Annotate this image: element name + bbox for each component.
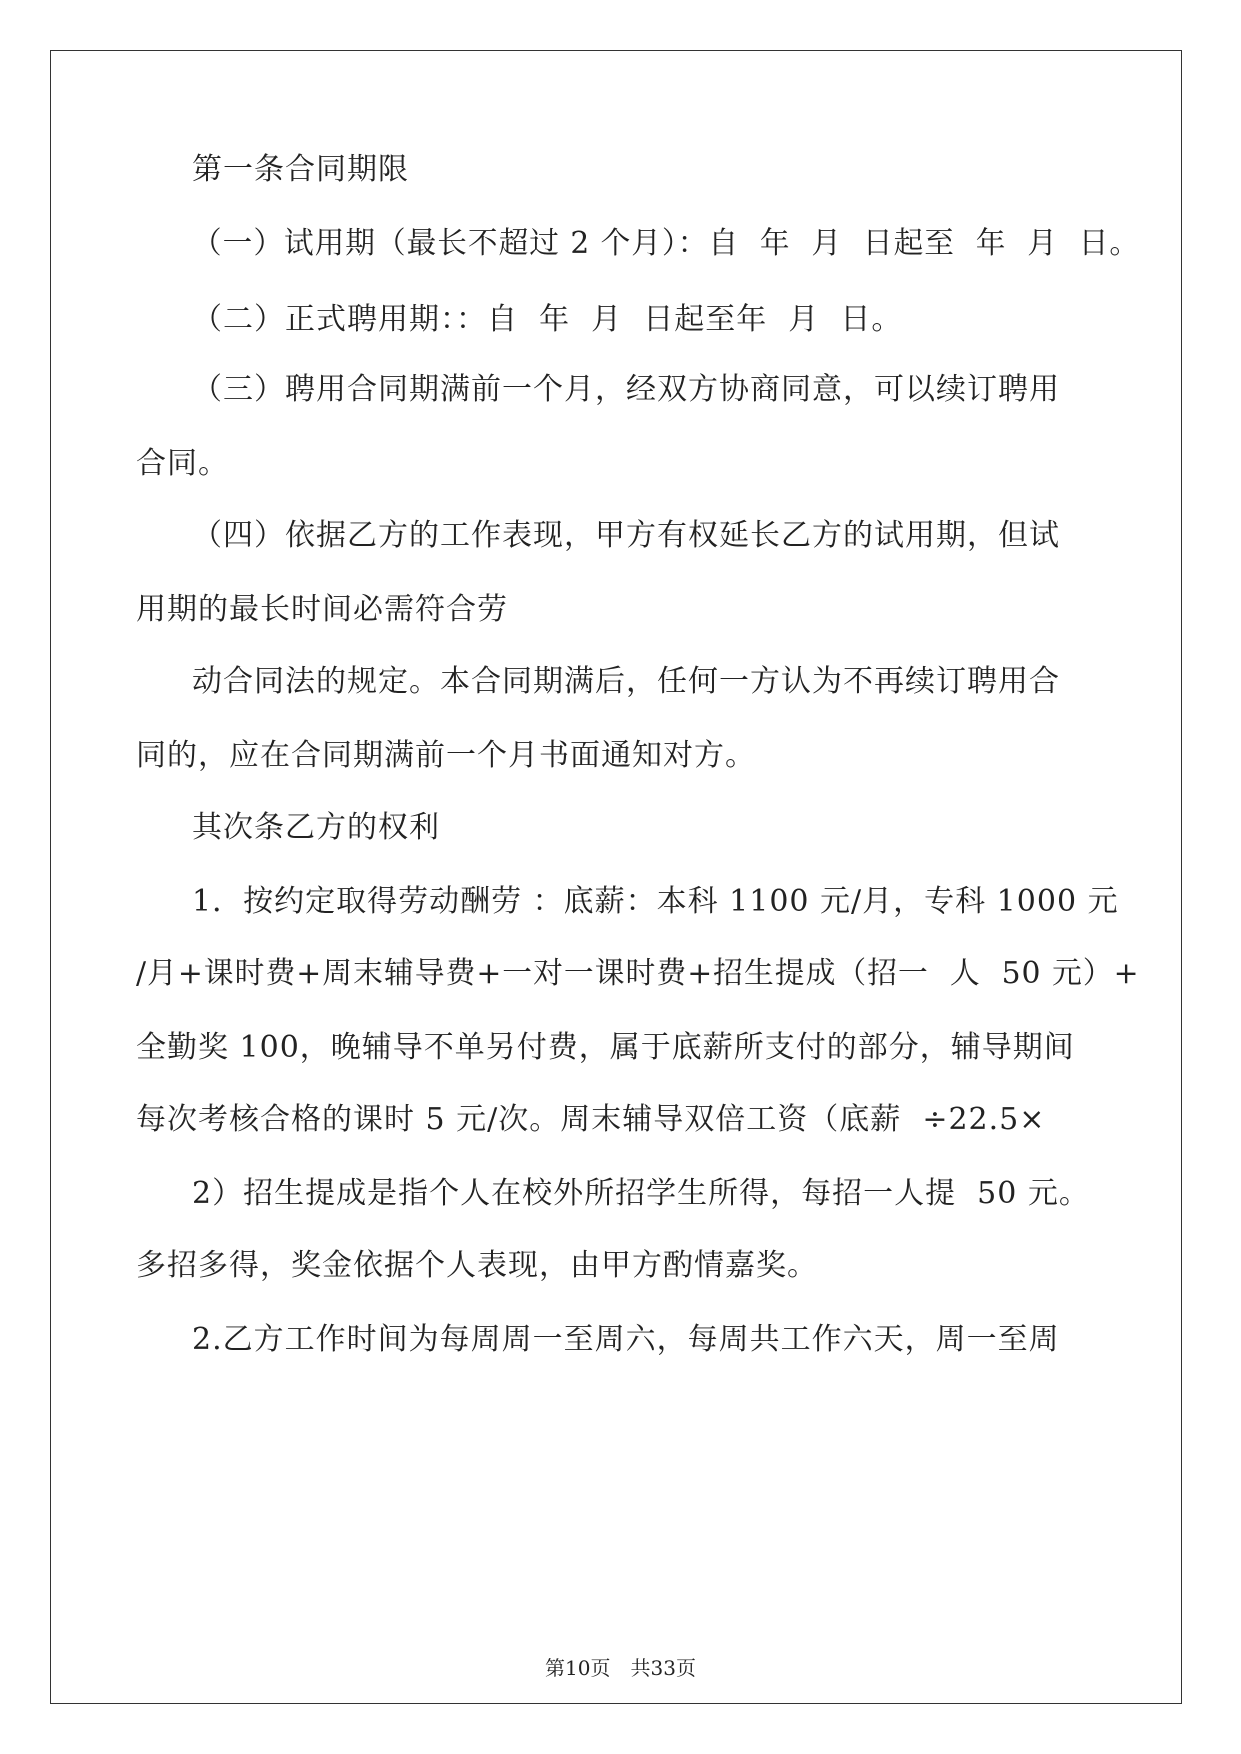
- page-border: [50, 50, 1182, 1704]
- paragraph-line: （三）聘用合同期满前一个月，经双方协商同意，可以续订聘用: [192, 372, 1060, 407]
- section-heading-contract-term: 第一条合同期限: [192, 152, 409, 187]
- paragraph-line: 用期的最长时间必需符合劳: [136, 592, 508, 627]
- section-heading-party-b-rights: 其次条乙方的权利: [192, 810, 440, 845]
- paragraph-line: 每次考核合格的课时 5 元/次。周末辅导双倍工资（底薪 ÷22.5×: [136, 1102, 1046, 1137]
- paragraph-line: 1．按约定取得劳动酬劳 ：底薪：本科 1100 元/月，专科 1000 元: [192, 884, 1119, 919]
- paragraph-line: 合同。: [136, 446, 229, 481]
- paragraph-line: （二）正式聘用期：：自 年 月 日起至年 月 日。: [192, 302, 903, 337]
- paragraph-line: 同的，应在合同期满前一个月书面通知对方。: [136, 738, 756, 773]
- paragraph-line: 多招多得，奖金依据个人表现，由甲方酌情嘉奖。: [136, 1248, 818, 1283]
- page-number-footer: 第10页 共33页: [545, 1656, 696, 1680]
- paragraph-line: （一）试用期（最长不超过 2 个月）：自 年 月 日起至 年 月 日。: [192, 226, 1141, 261]
- paragraph-line: 2）招生提成是指个人在校外所招学生所得，每招一人提 50 元。: [192, 1176, 1090, 1211]
- paragraph-line: 全勤奖 100，晚辅导不单另付费，属于底薪所支付的部分，辅导期间: [136, 1030, 1075, 1065]
- paragraph-line: 2.乙方工作时间为每周周一至周六，每周共工作六天，周一至周: [192, 1322, 1060, 1357]
- paragraph-line: （四）依据乙方的工作表现，甲方有权延长乙方的试用期，但试: [192, 518, 1060, 553]
- paragraph-line: 动合同法的规定。本合同期满后，任何一方认为不再续订聘用合: [192, 664, 1060, 699]
- paragraph-line: /月+课时费+周末辅导费+一对一课时费+招生提成（招一 人 50 元）+: [136, 956, 1140, 991]
